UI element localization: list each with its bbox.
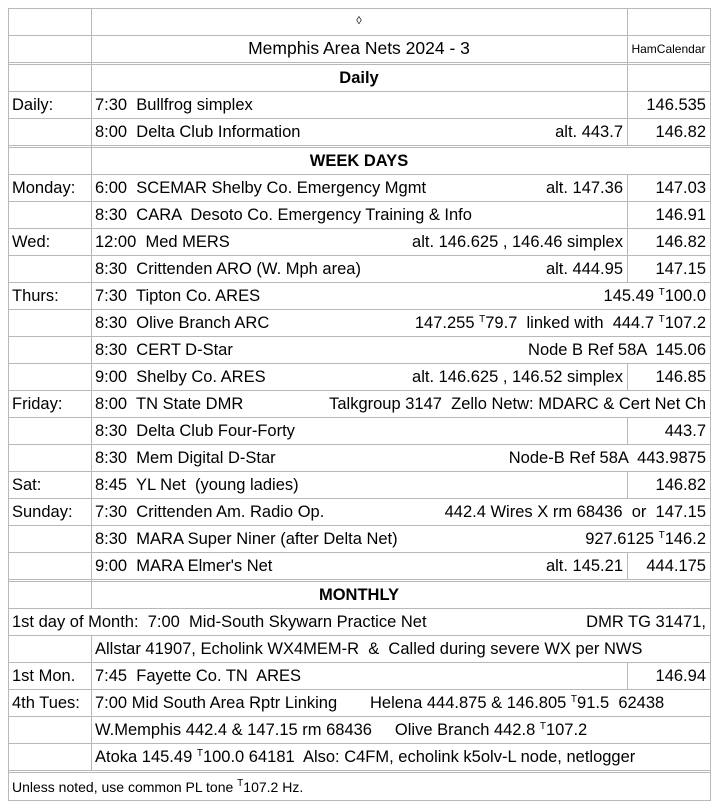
net-name: 8:30 MARA Super Niner (after Delta Net) — [95, 530, 398, 548]
day-label: Friday: — [12, 395, 63, 413]
net-name: 8:00 Delta Club Information — [95, 123, 301, 141]
net-note: 145.49 $^T$100.0 — [603, 287, 706, 305]
day-label: Monday: — [12, 179, 76, 197]
net-note: DMR TG 31471, — [586, 613, 706, 631]
net-note: Node B Ref 58A 145.06 — [528, 341, 706, 359]
net-frequency: 146.85 — [655, 368, 706, 386]
net-note: 927.6125 $^T$146.2 — [585, 530, 706, 548]
net-note: alt. 146.625 , 146.46 simplex — [412, 233, 623, 251]
net-name: 8:30 CARA Desoto Co. Emergency Training & Info — [95, 206, 472, 224]
net-name: 9:00 MARA Elmer's Net — [95, 557, 273, 575]
net-frequency: 146.82 — [655, 123, 706, 141]
net-frequency: 146.82 — [655, 476, 706, 494]
net-name: 8:30 Crittenden ARO (W. Mph area) — [95, 260, 361, 278]
net-note: alt. 146.625 , 146.52 simplex — [412, 368, 623, 386]
net-name: 8:30 CERT D-Star — [95, 341, 233, 359]
net-name: 8:30 Mem Digital D-Star — [95, 449, 276, 467]
day-label: Sat: — [12, 476, 42, 494]
net-name: 6:00 SCEMAR Shelby Co. Emergency Mgmt — [95, 179, 427, 197]
net-note: alt. 147.36 — [545, 179, 623, 197]
section-weekdays: WEEK DAYS — [309, 152, 409, 170]
net-name: 8:30 Olive Branch ARC — [95, 314, 270, 332]
net-note: Atoka 145.49 $^T$100.0 64181 Also: C4FM, echolink k5olv-L node, netlogger — [95, 748, 636, 766]
net-name: 7:30 Crittenden Am. Radio Op. — [95, 503, 325, 521]
net-frequency: 443.7 — [664, 422, 706, 440]
section-daily: Daily — [339, 69, 379, 87]
day-label: 1st Mon. — [12, 667, 76, 685]
net-name: 1st day of Month: 7:00 Mid-South Skywarn Practice Net — [12, 613, 427, 631]
net-note: alt. 443.7 — [555, 123, 623, 141]
net-frequency: 147.15 — [655, 260, 706, 278]
net-note: W.Memphis 442.4 & 147.15 rm 68436 Olive Branch 442.8 $^T$107.2 — [95, 721, 588, 739]
net-note: alt. 145.21 — [545, 557, 623, 575]
net-name: 8:45 YL Net (young ladies) — [95, 476, 299, 494]
net-name: 7:30 Bullfrog simplex — [95, 96, 253, 114]
net-frequency: 146.535 — [646, 96, 706, 114]
section-monthly: MONTHLY — [318, 586, 400, 604]
net-note: Talkgroup 3147 Zello Netw: MDARC & Cert Net Ch — [329, 395, 706, 413]
net-name: 7:45 Fayette Co. TN ARES — [95, 667, 302, 685]
day-label: 4th Tues: — [12, 694, 80, 712]
net-frequency: 146.91 — [655, 206, 706, 224]
page-title: Memphis Area Nets 2024 - 3 — [248, 38, 470, 58]
net-frequency: 146.82 — [655, 233, 706, 251]
diamond-icon: ◊ — [356, 15, 362, 27]
net-frequency: 147.03 — [655, 179, 706, 197]
net-frequency: 444.175 — [646, 557, 706, 575]
net-name: 7:30 Tipton Co. ARES — [95, 287, 261, 305]
day-label: Wed: — [12, 233, 51, 251]
calendar-label: HamCalendar — [631, 42, 706, 56]
net-note: Node-B Ref 58A 443.9875 — [508, 449, 706, 467]
net-note: 442.4 Wires X rm 68436 or 147.15 — [444, 503, 706, 521]
net-name: 8:30 Delta Club Four-Forty — [95, 422, 295, 440]
footer-note: Unless noted, use common PL tone $^T$107.2 Hz. — [12, 778, 304, 795]
day-label: Daily: — [12, 96, 54, 114]
net-note: Allstar 41907, Echolink WX4MEM-R & Called during severe WX per NWS — [95, 640, 643, 658]
net-name: 7:00 Mid South Area Rptr Linking — [95, 694, 338, 712]
net-note: Helena 444.875 & 146.805 $^T$91.5 62438 — [370, 694, 665, 712]
net-frequency: 146.94 — [655, 667, 706, 685]
day-label: Thurs: — [12, 287, 59, 305]
net-name: 8:00 TN State DMR — [95, 395, 244, 413]
net-note: 147.255 $^T$79.7 linked with 444.7 $^T$107.2 — [414, 314, 706, 332]
net-name: 12:00 Med MERS — [95, 233, 230, 251]
day-label: Sunday: — [12, 503, 73, 521]
net-name: 9:00 Shelby Co. ARES — [95, 368, 266, 386]
net-note: alt. 444.95 — [545, 260, 623, 278]
